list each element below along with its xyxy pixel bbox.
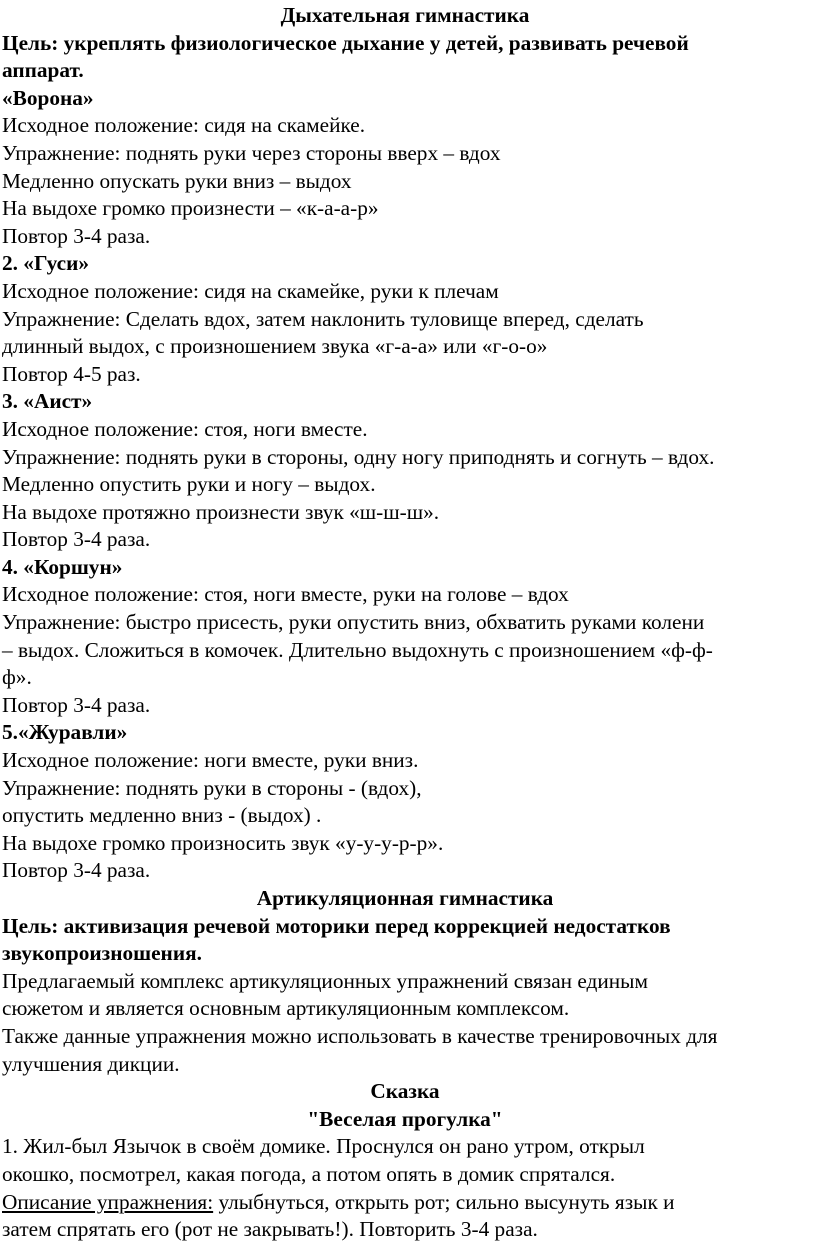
exercise-title: 2. «Гуси» [2, 251, 90, 276]
exercise-line: Повтор 3-4 раза. [2, 223, 151, 248]
exercise-line: Медленно опускать руки вниз – выдох [2, 168, 352, 193]
breathing-goal-cont: аппарат. [2, 58, 84, 83]
exercise-line: Упражнение: быстро присесть, руки опустить вниз, обхватить руками колени [2, 610, 705, 635]
articulation-goal-cont: звукопроизношения. [2, 941, 202, 966]
exercise-line: Упражнение: поднять руки в стороны, одну ногу приподнять и согнуть – вдох. [2, 444, 715, 469]
exercise-line: Упражнение: поднять руки через стороны вверх – вдох [2, 140, 501, 165]
exercise-title: 5.«Журавли» [2, 720, 128, 745]
tale-line: окошко, посмотрел, какая погода, а потом опять в домик спрятался. [2, 1161, 616, 1186]
paragraph-line: Также данные упражнения можно использовать в качестве тренировочных для [2, 1023, 718, 1048]
exercise-description-cont: затем спрятать его (рот не закрывать!). Повторить 3-4 раза. [2, 1217, 538, 1242]
description-text: улыбнуться, открыть рот; сильно высунуть язык и [213, 1189, 675, 1214]
exercise-line: опустить медленно вниз - (выдох) . [2, 803, 322, 828]
exercise-line: Исходное положение: сидя на скамейке. [2, 113, 366, 138]
exercise-line: Исходное положение: сидя на скамейке, руки к плечам [2, 278, 499, 303]
exercise-line: Повтор 3-4 раза. [2, 858, 151, 883]
paragraph-line: Предлагаемый комплекс артикуляционных упражнений связан единым [2, 968, 648, 993]
tale-line: 1. Жил-был Язычок в своём домике. Проснулся он рано утром, открыл [2, 1134, 645, 1159]
exercise-line: На выдохе протяжно произнести звук «ш-ш-ш». [2, 499, 440, 524]
exercise-line: Исходное положение: стоя, ноги вместе, руки на голове – вдох [2, 582, 569, 607]
description-label: Описание упражнения: [2, 1189, 214, 1214]
exercise-line: Медленно опустить руки и ногу – выдох. [2, 472, 376, 497]
exercise-line: Повтор 3-4 раза. [2, 527, 151, 552]
breathing-goal: Цель: укреплять физиологическое дыхание у детей, развивать речевой [2, 30, 689, 55]
tale-title: "Веселая прогулка" [307, 1106, 503, 1131]
exercise-line: На выдохе громко произнести – «к-а-а-р» [2, 196, 379, 221]
articulation-goal: Цель: активизация речевой моторики перед коррекцией недостатков [2, 913, 671, 938]
exercise-description [2, 1189, 816, 1217]
exercise-line: Повтор 3-4 раза. [2, 692, 151, 717]
exercise-line: Повтор 4-5 раз. [2, 361, 141, 386]
exercise-line: Упражнение: Сделать вдох, затем наклонить туловище вперед, сделать [2, 306, 644, 331]
exercise-title: 4. «Коршун» [2, 554, 123, 579]
breathing-title: Дыхательная гимнастика [280, 3, 530, 27]
exercise-line: На выдохе громко произносить звук «у-у-у-р-р». [2, 830, 444, 855]
paragraph-line: сюжетом и является основным артикуляционным комплексом. [2, 996, 570, 1021]
exercise-line: – выдох. Сложиться в комочек. Длительно выдохнуть с произношением «ф-ф- [2, 637, 713, 662]
exercise-title: 3. «Аист» [2, 389, 93, 414]
tale-heading: Сказка [370, 1079, 440, 1104]
exercise-line: Исходное положение: стоя, ноги вместе. [2, 416, 368, 441]
articulation-title: Артикуляционная гимнастика [256, 886, 554, 910]
paragraph-line: улучшения дикции. [2, 1051, 180, 1076]
exercise-line: Исходное положение: ноги вместе, руки вниз. [2, 748, 419, 773]
exercise-line: ф». [2, 665, 32, 690]
exercise-title: «Ворона» [2, 85, 94, 110]
exercise-line: длинный выдох, с произношением звука «г-а-а» или «г-о-о» [2, 334, 548, 359]
exercise-line: Упражнение: поднять руки в стороны - (вдох), [2, 775, 422, 800]
